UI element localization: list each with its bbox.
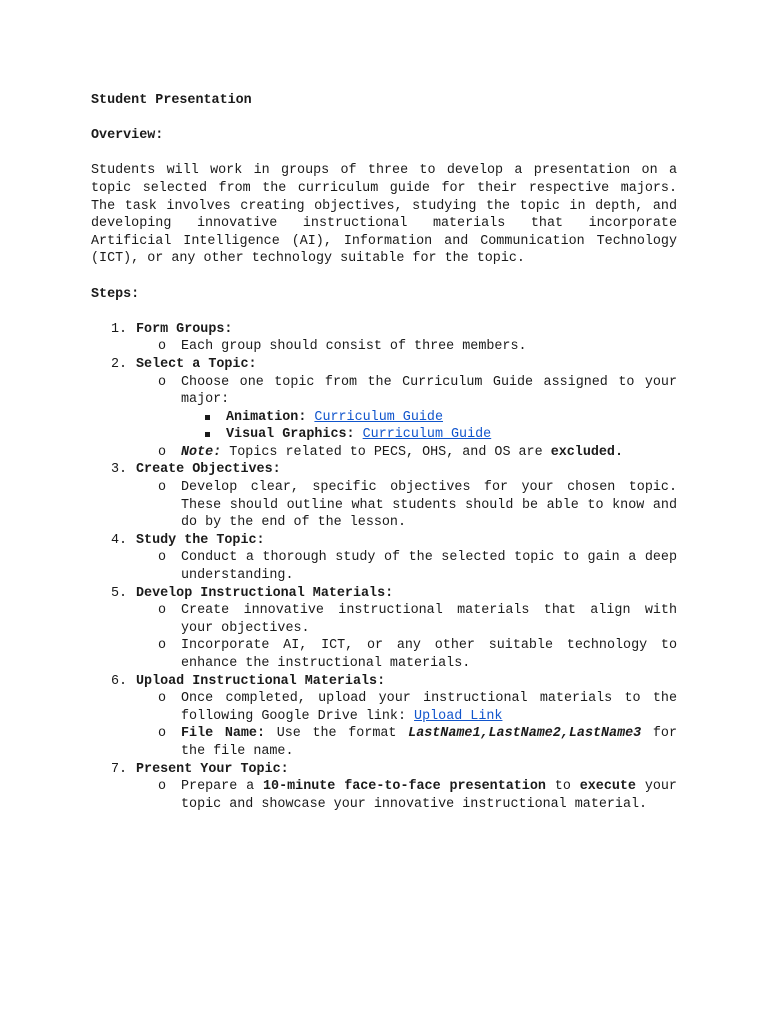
- step-number: 7.: [111, 761, 128, 777]
- step-upload-materials: [91, 673, 677, 761]
- overview-heading: Overview:: [91, 128, 164, 144]
- step-develop-materials: [91, 585, 677, 673]
- steps-list: [91, 321, 677, 814]
- curriculum-guide-link-visual-graphics[interactable]: Curriculum Guide: [362, 427, 492, 443]
- step-detail: o Develop clear, specific objectives for your chosen topic. These should outline what students should be able to know and do by the end of the lesson.: [136, 479, 677, 532]
- step-number: 6.: [111, 673, 128, 689]
- step-title: Create Objectives:: [136, 462, 281, 478]
- document-title: Student Presentation: [91, 93, 252, 108]
- step-create-objectives: [91, 461, 677, 531]
- step-detail: o Once completed, upload your instructional materials to the following Google Drive link: Upload Link: [136, 690, 677, 725]
- step-number: 4.: [111, 532, 128, 548]
- major-label: Visual Graphics:: [226, 427, 355, 443]
- step-number: 3.: [111, 462, 128, 478]
- major-label: Animation:: [226, 409, 307, 425]
- file-name-format: LastName1,LastName2,LastName3: [408, 726, 642, 742]
- step-detail: o Each group should consist of three members.: [136, 338, 677, 356]
- overview-paragraph: Students will work in groups of three to develop a presentation on a topic selected from the curriculum guide for their respective majors. The task involves creating objectives, studying the topic in depth, and developing innovative instructional materials that incorporate Artificial Intelligence (AI), Information and Communication Technology (ICT), or any other technology suitable for the topic.: [91, 163, 677, 267]
- execute-text: execute: [579, 779, 636, 795]
- step-study-topic: [91, 532, 677, 585]
- step-title: Form Groups:: [136, 321, 233, 337]
- step-form-groups: [91, 321, 677, 356]
- step-number: 1.: [111, 321, 128, 337]
- presentation-duration: 10-minute face-to-face presentation: [263, 779, 546, 795]
- upload-link[interactable]: Upload Link: [414, 708, 503, 724]
- step-detail: o Incorporate AI, ICT, or any other suitable technology to enhance the instructional materials.: [136, 637, 677, 672]
- step-title: Develop Instructional Materials:: [136, 585, 394, 601]
- step-title: Study the Topic:: [136, 532, 265, 548]
- step-title: Upload Instructional Materials:: [136, 673, 386, 689]
- step-select-topic: [91, 356, 677, 462]
- step-detail: o Choose one topic from the Curriculum Guide assigned to your major: Animation: Curriculum Guide Visual Graphics: Curriculum Guide: [136, 374, 677, 444]
- note-item: o Note: Topics related to PECS, OHS, and OS are excluded.: [136, 444, 677, 462]
- steps-heading: Steps:: [91, 286, 140, 302]
- step-detail: o Conduct a thorough study of the selected topic to gain a deep understanding.: [136, 549, 677, 584]
- step-title: Select a Topic:: [136, 356, 257, 372]
- file-name-label: File Name:: [181, 726, 265, 742]
- step-title: Present Your Topic:: [136, 761, 289, 777]
- major-visual-graphics: [181, 426, 677, 444]
- excluded-text: excluded: [550, 444, 615, 460]
- step-number: 5.: [111, 585, 128, 601]
- major-animation: [181, 409, 677, 427]
- step-number: 2.: [111, 356, 128, 372]
- step-detail: o Prepare a 10-minute face-to-face presentation to execute your topic and showcase your innovative instructional material.: [136, 778, 677, 813]
- note-label: Note:: [181, 444, 222, 460]
- step-present-topic: [91, 761, 677, 814]
- step-detail: o Create innovative instructional materials that align with your objectives.: [136, 602, 677, 637]
- curriculum-guide-link-animation[interactable]: Curriculum Guide: [314, 409, 443, 425]
- file-name-item: o File Name: Use the format LastName1,LastName2,LastName3 for the file name.: [136, 725, 677, 760]
- document-content: [91, 92, 677, 813]
